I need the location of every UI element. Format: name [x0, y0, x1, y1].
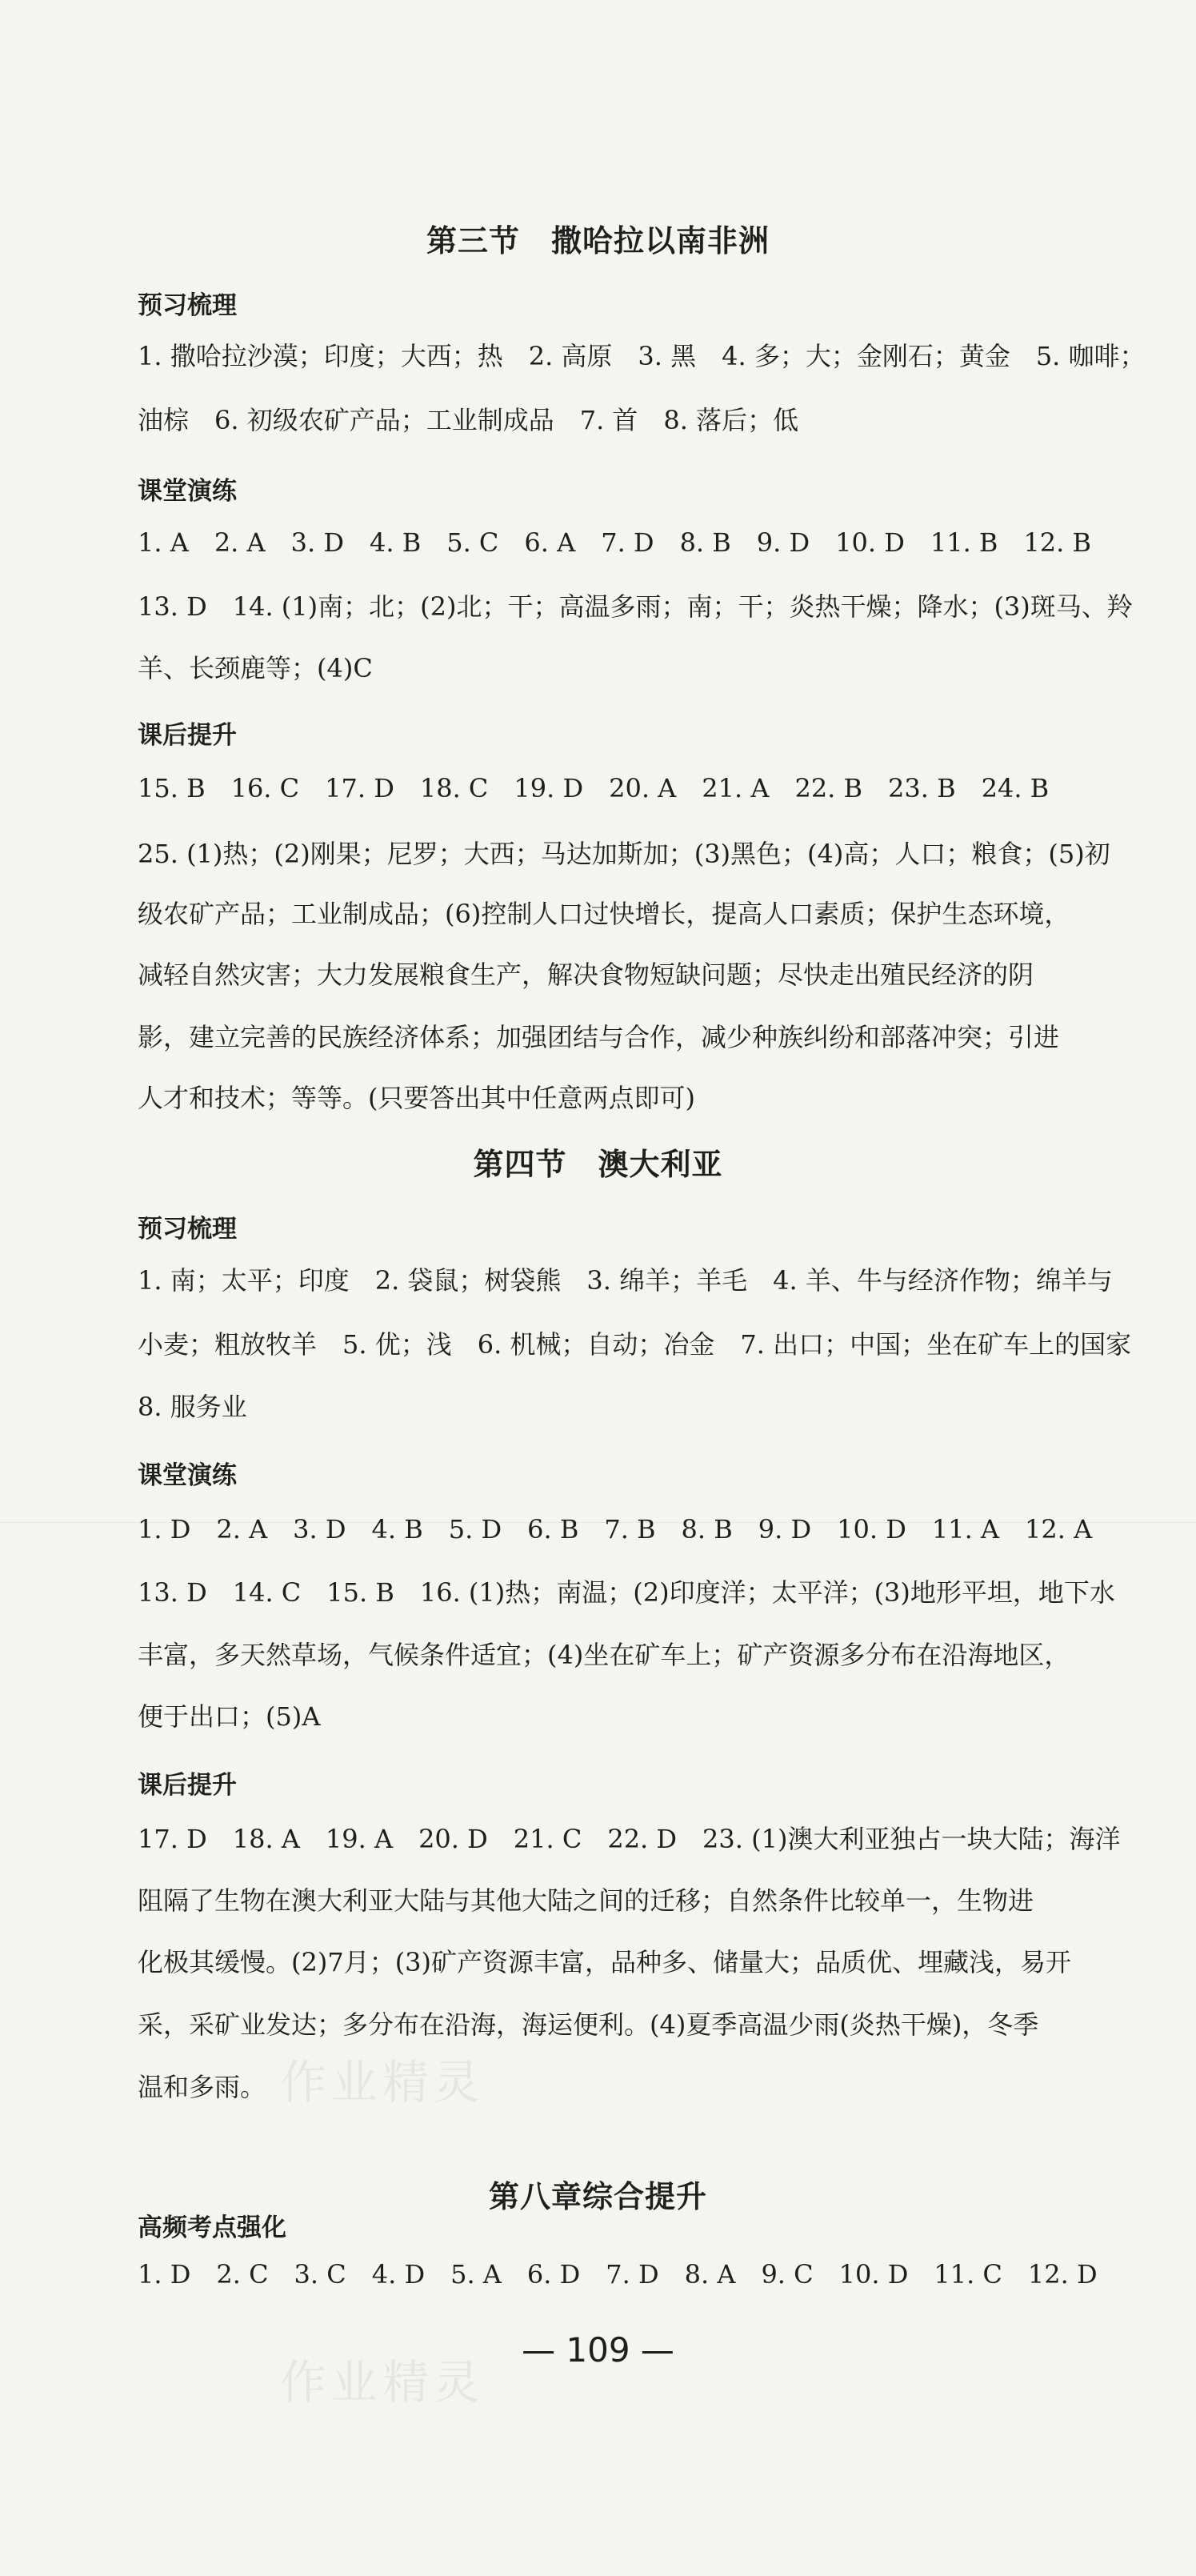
page-number: — 109 — [522, 2330, 674, 2370]
answer-line: 采，采矿业发达；多分布在沿海，海运便利。(4)夏季高温少雨(炎热干燥)，冬季 [138, 2009, 1039, 2040]
section-title-australia: 第四节 澳大利亚 [473, 1147, 723, 1182]
answer-line: 油棕 6. 初级农矿产品；工业制成品 7. 首 8. 落后；低 [138, 405, 799, 435]
answer-line: 减轻自然灾害；大力发展粮食生产，解决食物短缺问题；尽快走出殖民经济的阴 [138, 959, 1034, 990]
answer-line: 1. A 2. A 3. D 4. B 5. C 6. A 7. D 8. B 9. D 10. D 11. B 12. B [138, 527, 1092, 558]
sub-heading-preview: 预习梳理 [138, 1215, 237, 1244]
section-title-chapter-review: 第八章综合提升 [488, 2179, 707, 2214]
watermark: 作业精灵 [280, 2055, 486, 2109]
answer-line: 1. 撒哈拉沙漠；印度；大西；热 2. 高原 3. 黑 4. 多；大；金刚石；黄金 5. 咖啡； [138, 341, 1146, 371]
sub-heading-classroom: 课堂演练 [138, 477, 237, 506]
answer-line: 17. D 18. A 19. A 20. D 21. C 22. D 23. (1)澳大利亚独占一块大陆；海洋 [138, 1824, 1121, 1854]
answer-line: 1. D 2. C 3. C 4. D 5. A 6. D 7. D 8. A 9. C 10. D 11. C 12. D [138, 2259, 1098, 2290]
answer-line: 温和多雨。 [138, 2072, 266, 2102]
answer-line: 13. D 14. (1)南；北；(2)北；干；高温多雨；南；干；炎热干燥；降水；(3)斑马、羚 [138, 591, 1133, 622]
answer-line: 8. 服务业 [138, 1392, 247, 1422]
sub-heading-preview: 预习梳理 [138, 291, 237, 320]
sub-heading-key-points: 高频考点强化 [138, 2213, 286, 2242]
section-title-sub-saharan-africa: 第三节 撒哈拉以南非洲 [426, 223, 770, 258]
answer-line: 丰富，多天然草场，气候条件适宜；(4)坐在矿车上；矿产资源多分布在沿海地区， [138, 1640, 1070, 1670]
sub-heading-after-class: 课后提升 [138, 1771, 237, 1800]
answer-line: 化极其缓慢。(2)7月；(3)矿产资源丰富，品种多、储量大；品质优、埋藏浅，易开 [138, 1947, 1072, 1977]
answer-line: 级农矿产品；工业制成品；(6)控制人口过快增长，提高人口素质；保护生态环境， [138, 899, 1070, 929]
answer-line: 15. B 16. C 17. D 18. C 19. D 20. A 21. A 22. B 23. B 24. B [138, 773, 1050, 803]
answer-line: 1. 南；太平；印度 2. 袋鼠；树袋熊 3. 绵羊；羊毛 4. 羊、牛与经济作物；绵羊与 [138, 1265, 1113, 1296]
answer-line: 阻隔了生物在澳大利亚大陆与其他大陆之间的迁移；自然条件比较单一，生物进 [138, 1885, 1034, 1916]
answer-line: 人才和技术；等等。(只要答出其中任意两点即可) [138, 1083, 695, 1113]
answer-line: 便于出口；(5)A [138, 1701, 321, 1732]
sub-heading-after-class: 课后提升 [138, 721, 237, 750]
answer-line: 小麦；粗放牧羊 5. 优；浅 6. 机械；自动；冶金 7. 出口；中国；坐在矿车上的国家 [138, 1329, 1132, 1360]
answer-line: 13. D 14. C 15. B 16. (1)热；南温；(2)印度洋；太平洋；(3)地形平坦，地下水 [138, 1577, 1115, 1608]
answer-line: 1. D 2. A 3. D 4. B 5. D 6. B 7. B 8. B 9. D 10. D 11. A 12. A [138, 1514, 1093, 1544]
answer-line: 影，建立完善的民族经济体系；加强团结与合作，减少种族纠纷和部落冲突；引进 [138, 1022, 1060, 1052]
answer-line: 羊、长颈鹿等；(4)C [138, 653, 373, 683]
answer-line: 25. (1)热；(2)刚果；尼罗；大西；马达加斯加；(3)黑色；(4)高；人口；粮食；(5)初 [138, 839, 1110, 869]
watermark: 作业精灵 [280, 2355, 486, 2410]
sub-heading-classroom: 课堂演练 [138, 1461, 237, 1490]
